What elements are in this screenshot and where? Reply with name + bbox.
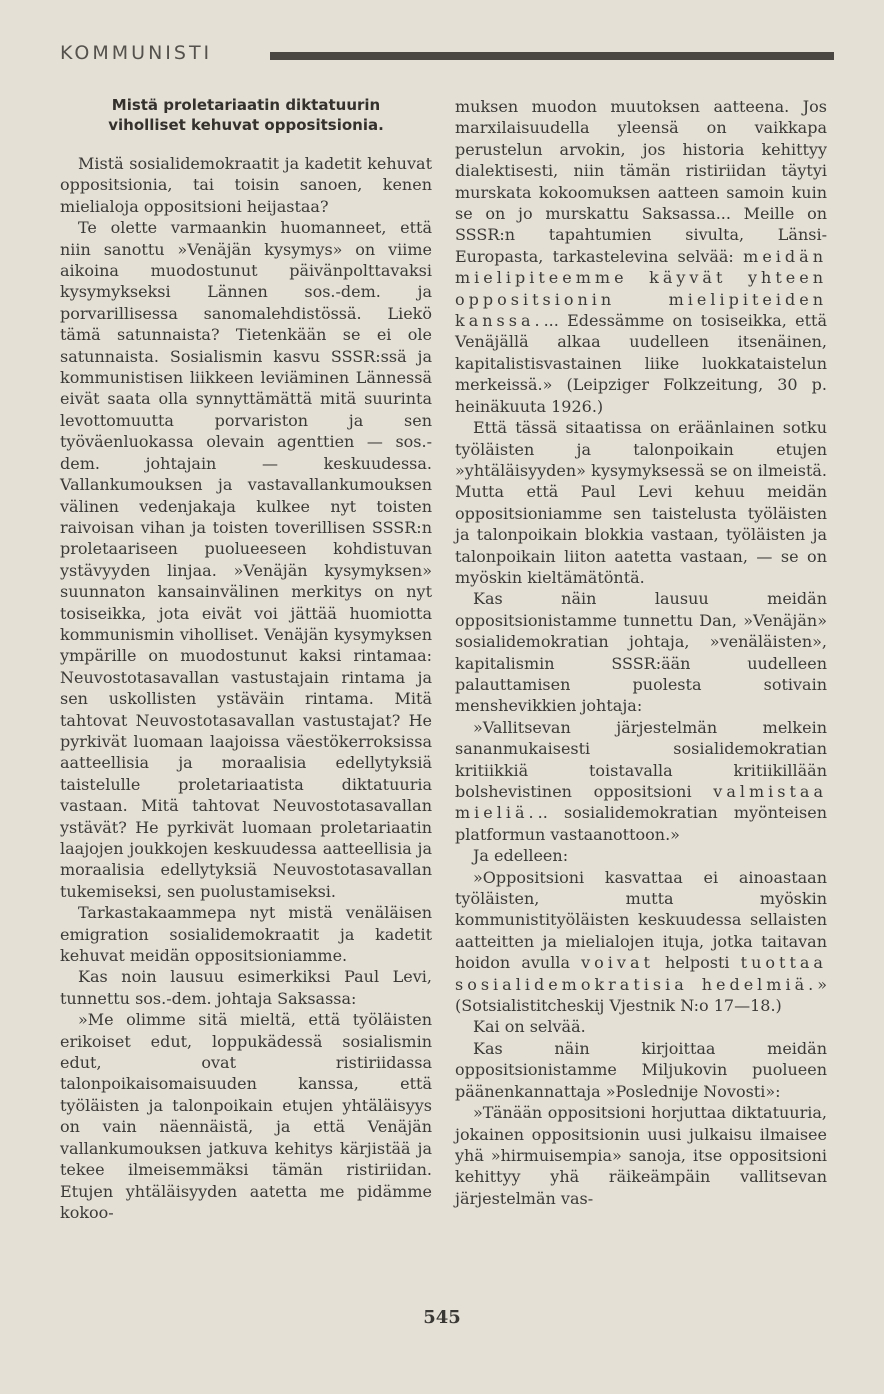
paragraph: Te olette varmaankin huomanneet, että niin sanottu »Venäjän kysymys» on viime aikoina muodostunut päivänpolttavaksi kysymykseksi Lännen sos.-dem. ja porvarillisessa sanomalehdistössä. Liekö tämä satunnaista? Tietenkään se ei ole satunnaista. Sosialismin kasvu SSSR:ssä ja kommunistisen liikkeen leviäminen Lännessä eivät saata olla synnyttämättä mitä suurinta levottomuutta porvariston ja sen työväenluokassa olevain agenttien — sos.-dem. johtajain — keskuudessa. Vallankumouksen ja vastavallankumouksen välinen vedenjakaja kulkee nyt toisten raivoisan vihan ja toisten toverillisen SSSR:n proletaariseen puolueeseen kohdistuvan ystävyyden linjaa. »Venäjän kysymyksen» suunnaton kansainvälinen merkitys on nyt tosiseikka, jota eivät voi jättää huomiotta kommunismin viholliset. Venäjän kysymyksen ympärille on muodostunut kaksi rintamaa: Neuvostotasavallan vastustajain rintama ja sen uskollisten ystäväin rintama. Mitä tahtovat Neuvostotasavallan vastustajat? He pyrkivät luomaan laajoissa väestökerroksissa aatteellisia ja moraalisia edellytyksiä taistelulle proletariaatista diktatuuria vastaan. Mitä tahtovat Neuvostotasavallan ystävät? He pyrkivät luomaan proletariaatin laajojen joukkojen keskuudessa aatteellisia ja moraalisia edellytyksiä Neuvostotasavallan tukemiseksi, sen puolustamiseksi. xyxy=(60,218,432,901)
quote-paragraph xyxy=(455,867,827,1017)
paragraph: Että tässä sitaatissa on eräänlainen sotku työläisten ja talonpoikain etujen »yhtäläisyyden» kysymyksessä se on ilmeistä. Mutta että Paul Levi kehuu meidän oppositsioniamme sen taistelusta työläisten ja talonpoikain blokkia vastaan, työläisten ja talonpoikain liiton aatetta vastaan, — se on myöskin kieltämätöntä. xyxy=(455,418,827,587)
text: helposti xyxy=(665,953,730,973)
text: »Oppositsioni kasvattaa ei ainoastaan työläisten, mutta myöskin kommunistityöläisten keskuudessa sellaisten aatteitten ja mielialojen ituja, jotka taitavan hoidon avulla xyxy=(455,867,827,973)
paragraph: Mistä sosialidemokraatit ja kadetit kehuvat oppositsionia, tai toisin sanoen, kenen mielialoja oppositsioni heijastaa? xyxy=(60,154,432,216)
article-heading xyxy=(60,95,432,135)
right-column xyxy=(455,96,827,1209)
emphasis-text: valmistaa mieliä. xyxy=(455,782,827,823)
emphasis-text: tuottaa sosialidemokratisia hedelmiä. xyxy=(455,953,827,994)
quote-paragraph xyxy=(455,717,827,845)
running-header xyxy=(60,42,834,72)
quote-paragraph xyxy=(455,96,827,417)
paragraph: Kas näin lausuu meidän oppositsionistamme tunnettu Dan, »Venäjän» sosialidemokratian johtaja, »venäläisten», kapitalismin SSSR:ään uudelleen palauttamisen puolesta sotivain menshevikkien johtaja: xyxy=(455,589,827,716)
left-column xyxy=(60,95,432,1223)
journal-title: KOMMUNISTI xyxy=(60,42,213,64)
paragraph: Kas noin lausuu esimerkiksi Paul Levi, tunnettu sos.-dem. johtaja Saksassa: xyxy=(60,967,432,1008)
header-rule xyxy=(270,52,834,60)
quote-paragraph: »Me olimme sitä mieltä, että työläisten erikoiset edut, loppukädessä sosialismin edut, ovat ristiriidassa talonpoikaisomaisuuden kanssa, että työläisten ja talonpoikain etujen yhtäläisyys on vain näennäistä, ja että Venäjän vallankumouksen jatkuva kehitys kärjistää ja tekee ilmeisemmäksi tämän ristiriidan. Etujen yhtäläisyyden aatetta me pidämme kokoo- xyxy=(60,1010,432,1222)
emphasis-text: meidän mielipiteemme käyvät yhteen oppositsionin mielipiteiden kanssa. xyxy=(455,246,827,331)
text: ... Edessämme on tosiseikka, että Venäjällä alkaa uudelleen itsenäinen, kapitalistisvastainen liike luokkataistelun merkeissä.» (Leipziger Folkzeitung, 30 p. heinäkuuta 1926.) xyxy=(455,311,827,416)
heading-line-2: viholliset kehuvat oppositsionia. xyxy=(108,116,384,134)
emphasis-text: voivat xyxy=(581,953,654,973)
paragraph: Kai on selvää. xyxy=(473,1017,586,1037)
text: » (Sotsialistitcheskij Vjestnik N:o 17—18.) xyxy=(455,974,827,1016)
text: .. sosialidemokratian myönteisen platformun vastaanottoon.» xyxy=(455,803,827,844)
heading-line-1: Mistä proletariaatin diktatuurin xyxy=(111,96,381,114)
paragraph: Tarkastakaammepa nyt mistä venäläisen emigration sosialidemokraatit ja kadetit kehuvat meidän oppositsioniamme. xyxy=(60,903,432,966)
text: muksen muodon muutoksen aatteena. Jos marxilaisuudella yleensä on vaikkapa perustelun arvokin, jos historia kehittyy dialektisesti, niin tämän ristiriidan täytyi murskata kokoomuksen aatteen samoin kuin se on jo murskattu Saksassa... Meille on SSSR:n tapahtumien sivulta, Länsi-Europasta, tarkastelevina selvää: xyxy=(455,97,827,266)
paragraph: Kas näin kirjoittaa meidän oppositsionistamme Miljukovin puolueen päänenkannattaja »Poslednije Novosti»: xyxy=(455,1038,827,1101)
paragraph: Ja edelleen: xyxy=(473,846,569,866)
quote-paragraph: »Tänään oppositsioni horjuttaa diktatuuria, jokainen oppositsionin uusi julkaisu ilmaisee yhä »hirmuisempia» sanoja, itse oppositsioni kehittyy yhä räikeämpäin vallitsevan järjestelmän vas- xyxy=(455,1103,827,1208)
page-number: 545 xyxy=(423,1307,461,1328)
text: »Vallitsevan järjestelmän melkein sananmukaisesti sosialidemokratian kritiikkiä toistavalla kritiikillään bolshevistinen oppositsioni xyxy=(455,717,827,801)
